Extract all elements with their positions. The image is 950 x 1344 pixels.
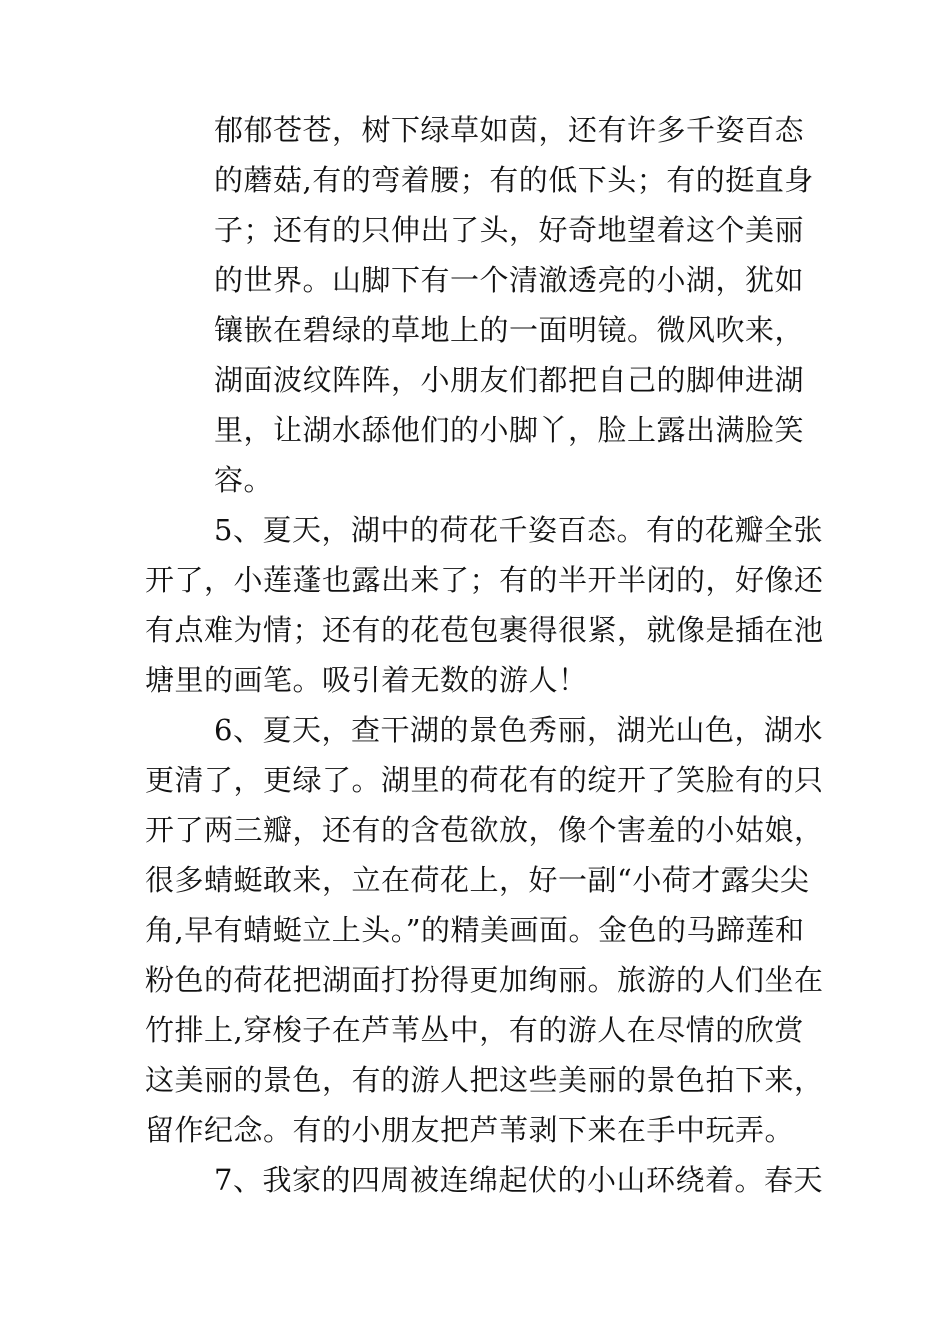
paragraph-5-line-1: 5、夏天，湖中的荷花千姿百态。有的花瓣全张 — [214, 513, 823, 547]
paragraph-6-line-2: 更清了，更绿了。湖里的荷花有的绽开了笑脸有的只 — [145, 763, 824, 797]
paragraph-7-line-1: 7、我家的四周被连绵起伏的小山环绕着。春天 — [214, 1163, 823, 1197]
paragraph-6-line-5: 角,早有蜻蜓立上头。”的精美画面。金色的马蹄莲和 — [145, 913, 805, 947]
paragraph-6-line-6: 粉色的荷花把湖面打扮得更加绚丽。旅游的人们坐在 — [145, 963, 824, 997]
text-line-6: 湖面波纹阵阵，小朋友们都把自己的脚伸进湖 — [214, 363, 805, 397]
paragraph-6-line-3: 开了两三瓣，还有的含苞欲放，像个害羞的小姑娘， — [145, 813, 824, 847]
text-line-3: 子；还有的只伸出了头，好奇地望着这个美丽 — [214, 213, 805, 247]
text-line-8: 容。 — [214, 463, 274, 497]
text-line-7: 里，让湖水舔他们的小脚丫，脸上露出满脸笑 — [214, 413, 805, 447]
text-line-2: 的蘑菇,有的弯着腰；有的低下头；有的挺直身 — [214, 163, 814, 197]
paragraph-6-line-7: 竹排上,穿梭子在芦苇丛中，有的游人在尽情的欣赏 — [145, 1013, 804, 1047]
paragraph-5-line-2: 开了，小莲蓬也露出来了；有的半开半闭的，好像还 — [145, 563, 824, 597]
paragraph-5-line-3: 有点难为情；还有的花苞包裹得很紧，就像是插在池 — [145, 613, 824, 647]
paragraph-6-line-9: 留作纪念。有的小朋友把芦苇剥下来在手中玩弄。 — [145, 1113, 795, 1147]
paragraph-6-line-8: 这美丽的景色，有的游人把这些美丽的景色拍下来， — [145, 1063, 824, 1097]
paragraph-5-line-4: 塘里的画笔。吸引着无数的游人！ — [145, 663, 588, 697]
paragraph-6-line-4: 很多蜻蜓敢来，立在荷花上，好一副“小荷才露尖尖 — [145, 863, 810, 897]
text-line-4: 的世界。山脚下有一个清澈透亮的小湖，犹如 — [214, 263, 805, 297]
text-line-1: 郁郁苍苍，树下绿草如茵，还有许多千姿百态 — [214, 113, 805, 147]
text-line-5: 镶嵌在碧绿的草地上的一面明镜。微风吹来， — [214, 313, 805, 347]
paragraph-6-line-1: 6、夏天，查干湖的景色秀丽，湖光山色，湖水 — [214, 713, 823, 747]
